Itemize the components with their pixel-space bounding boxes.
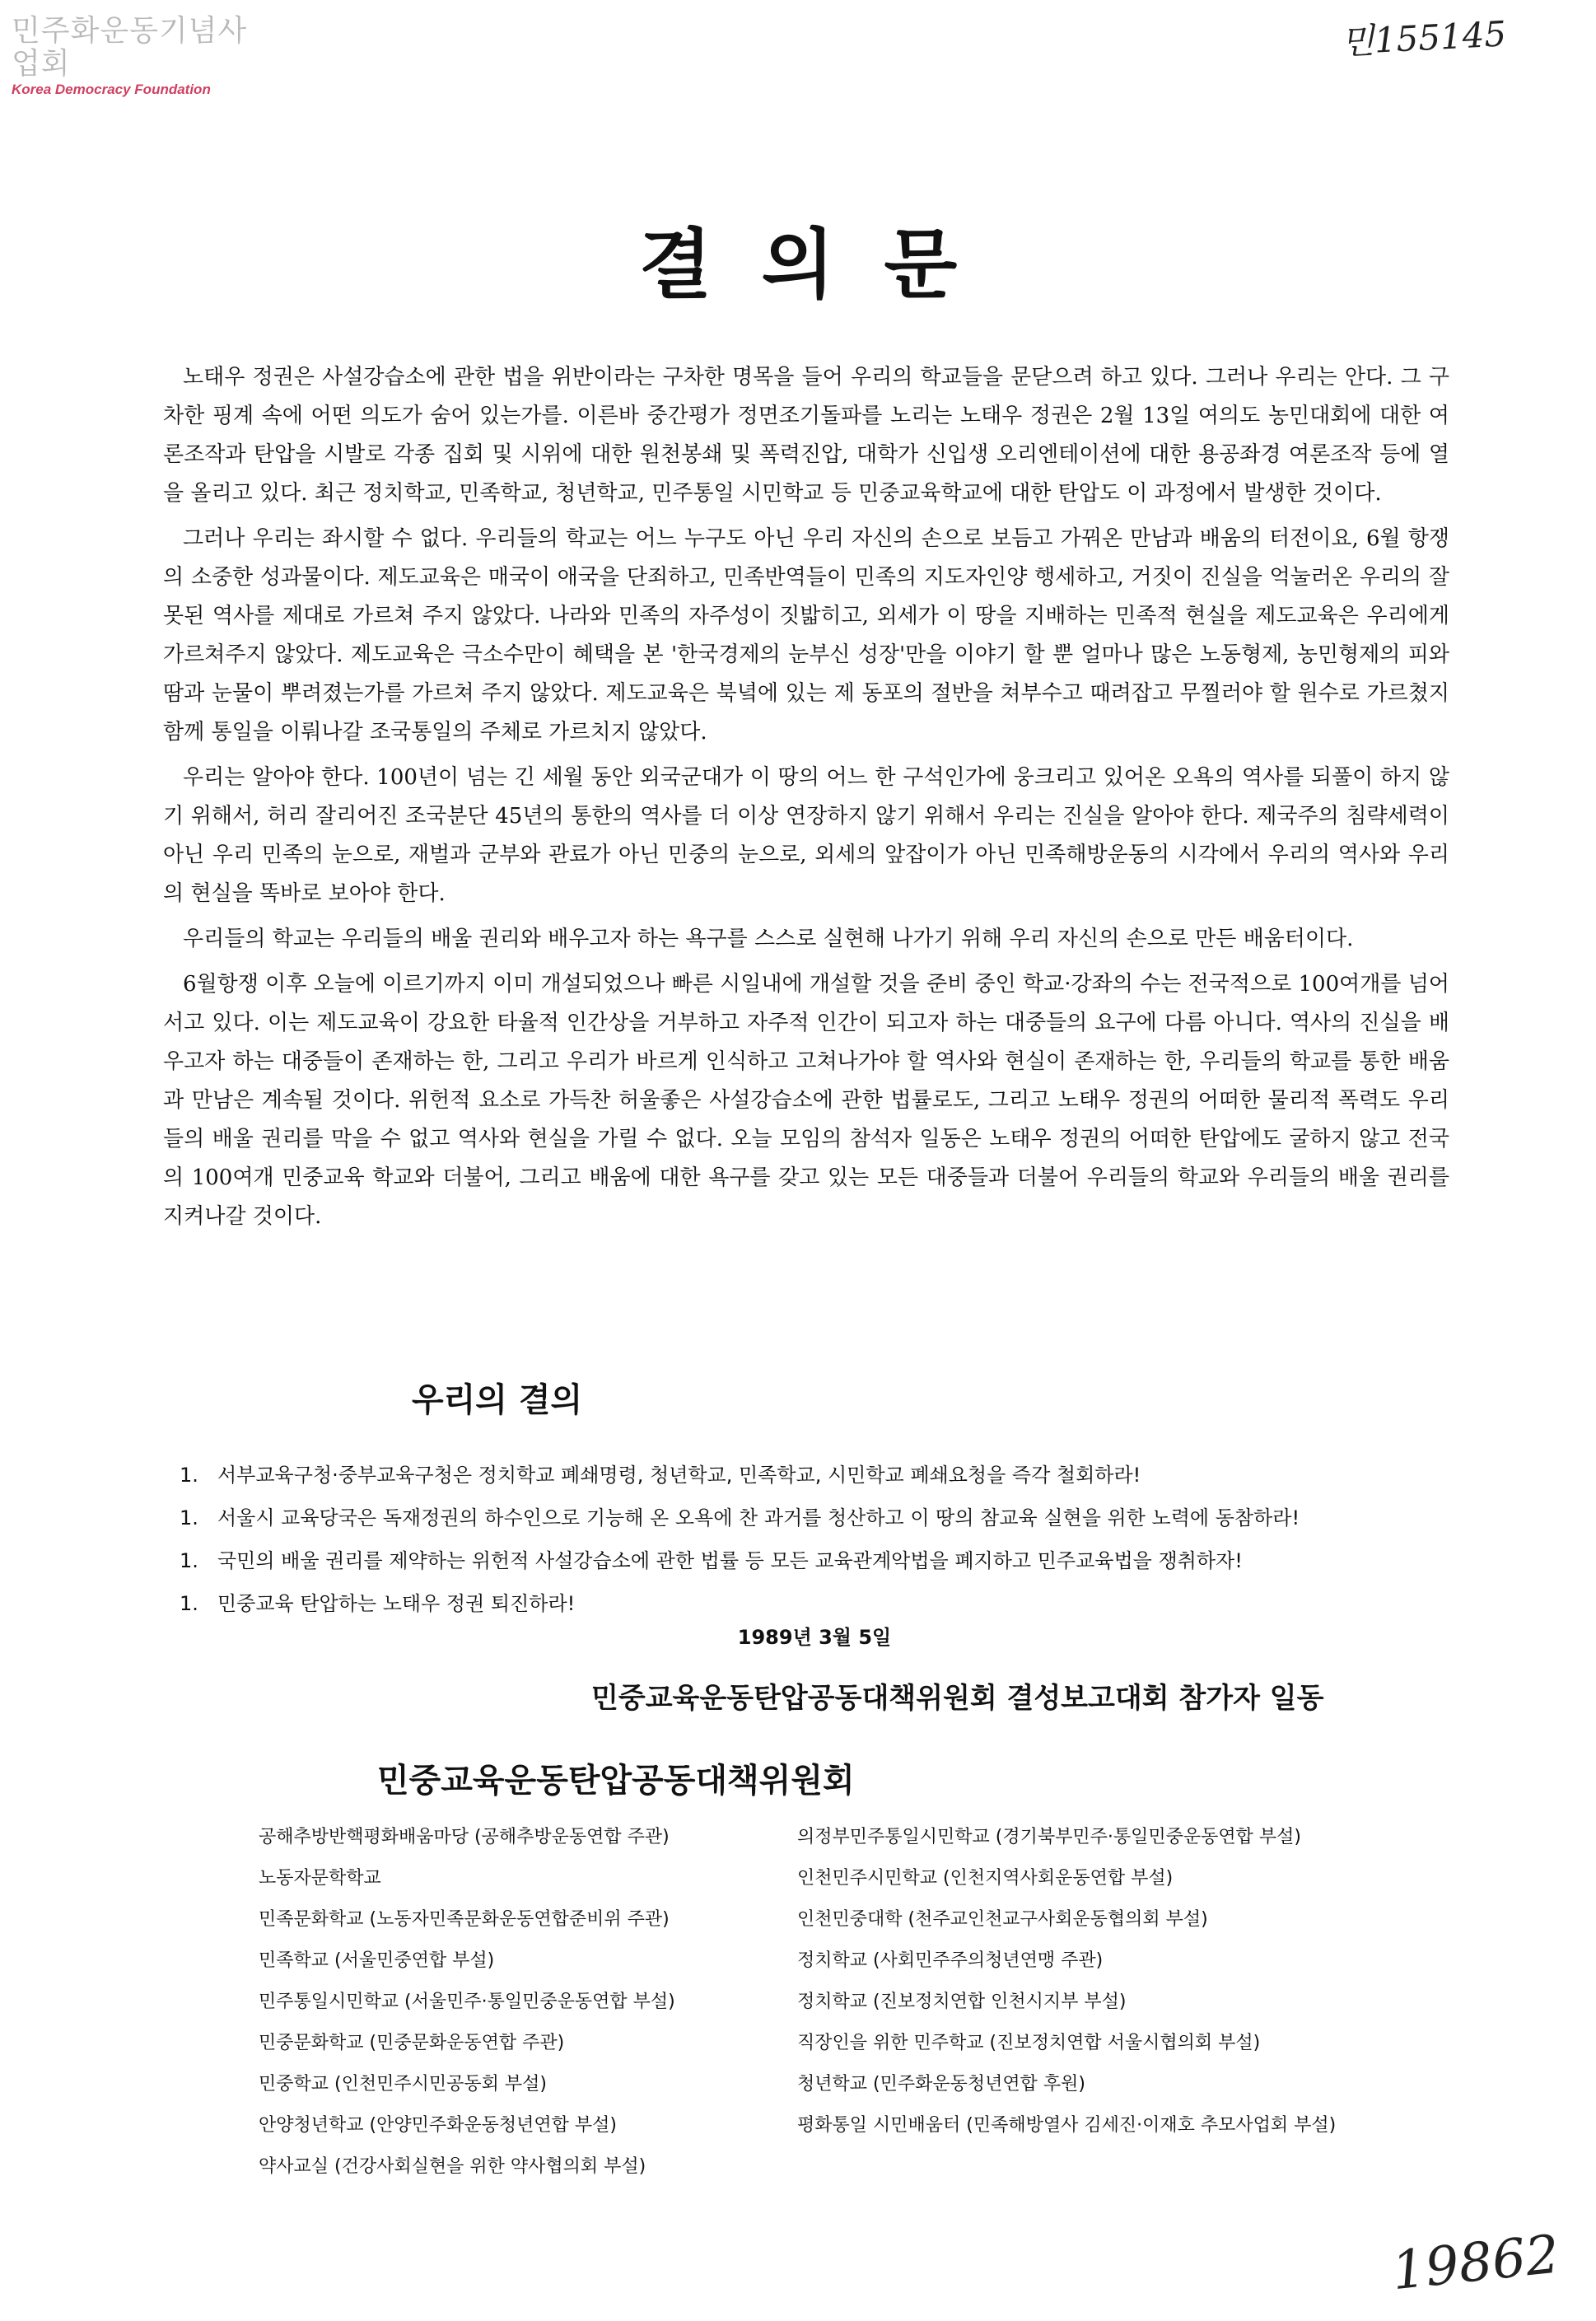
body-paragraph: 노태우 정권은 사설강습소에 관한 법을 위반이라는 구차한 명목을 들어 우리의 학교들을 문닫으려 하고 있다. 그러나 우리는 안다. 그 구차한 핑계 속에 어떤 의도가 숨어 있는가를. 이른바 중간평가 정면조기돌파를 노리는 노태우 정권은 2월 13일 여의도 농민대회에 대한 여론조작과 탄압을 시발로 각종 집회 및 시위에 대한 원천봉쇄 및 폭력진압, 대학가 신입생 오리엔테이션에 대한 용공좌경 여론조작 등에 열을 올리고 있다. 최근 정치학교, 민족학교, 청년학교, 민주통일 시민학교 등 민중교육학교에 대한 탄압도 이 과정에서 발생한 것이다.	[163, 365, 1449, 506]
resolution-number: 1.	[180, 1506, 198, 1529]
resolution-list	[180, 1454, 1464, 1625]
document-date: 1989년 3월 5일	[737, 1626, 892, 1649]
body-paragraph: 우리는 알아야 한다. 100년이 넘는 긴 세월 동안 외국군대가 이 땅의 어느 한 구석인가에 웅크리고 있어온 오욕의 역사를 되풀이 하지 않기 위해서, 허리 잘리어진 조국분단 45년의 통한의 역사를 더 이상 연장하지 않기 위해서 우리는 진실을 알아야 한다. 제국주의 침략세력이 아닌 우리 민족의 눈으로, 재벌과 군부와 관료가 아닌 민중의 눈으로, 외세의 앞잡이가 아닌 민족해방운동의 시각에서 우리의 역사와 우리의 현실을 똑바로 보아야 한다.	[163, 765, 1449, 906]
member-organization: 민중문화학교 (민중문화운동연합 주관)	[259, 2033, 565, 2053]
member-organization: 인천민주시민학교 (인천지역사회운동연합 부설)	[797, 1868, 1174, 1889]
resolution-item	[180, 1497, 1464, 1539]
body-paragraph: 우리들의 학교는 우리들의 배울 권리와 배우고자 하는 욕구를 스스로 실현해 나가기 위해 우리 자신의 손으로 만든 배움터이다.	[183, 927, 1354, 951]
body-paragraph: 그러나 우리는 좌시할 수 없다. 우리들의 학교는 어느 누구도 아닌 우리 자신의 손으로 보듬고 가꿔온 만남과 배움의 터전이요, 6월 항쟁의 소중한 성과물이다. 제도교육은 매국이 애국을 단죄하고, 민족반역들이 민족의 지도자인양 행세하고, 거짓이 진실을 억눌러온 우리의 잘못된 역사를 제대로 가르쳐 주지 않았다. 나라와 민족의 자주성이 짓밟히고, 외세가 이 땅을 지배하는 민족적 현실을 제도교육은 우리에게 가르쳐주지 않았다. 제도교육은 극소수만이 혜택을 본 '한국경제의 눈부신 성장'만을 이야기 할 뿐 얼마나 많은 노동형제, 농민형제의 피와 땀과 눈물이 뿌려졌는가를 가르쳐 주지 않았다. 제도교육은 북녘에 있는 제 동포의 절반을 쳐부수고 때려잡고 무찔러야 할 원수로 가르쳤지 함께 통일을 이뤄나갈 조국통일의 주체로 가르치지 않았다.	[163, 526, 1449, 745]
member-organization: 평화통일 시민배움터 (민족해방열사 김세진·이재호 추모사업회 부설)	[797, 2115, 1337, 2136]
member-organization: 직장인을 위한 민주학교 (진보정치연합 서울시협의회 부설)	[797, 2033, 1261, 2053]
resolution-text: 민중교육 탄압하는 노태우 정권 퇴진하라!	[217, 1592, 576, 1615]
resolution-number: 1.	[180, 1464, 198, 1487]
resolution-number: 1.	[180, 1592, 198, 1615]
body-paragraph: 6월항쟁 이후 오늘에 이르기까지 이미 개설되었으나 빠른 시일내에 개설할 것을 준비 중인 학교·강좌의 수는 전국적으로 100여개를 넘어서고 있다. 이는 제도교육이 강요한 타율적 인간상을 거부하고 자주적 인간이 되고자 하는 대중들의 요구에 다름 아니다. 역사의 진실을 배우고자 하는 대중들이 존재하는 한, 그리고 우리가 바르게 인식하고 고쳐나가야 할 역사와 현실이 존재하는 한, 우리들의 학교를 통한 배움과 만남은 계속될 것이다. 위헌적 요소로 가득찬 허울좋은 사설강습소에 관한 법률로도, 그리고 노태우 정권의 어떠한 물리적 폭력도 우리들의 배울 권리를 막을 수 없고 역사와 현실을 가릴 수 없다. 오늘 모임의 참석자 일동은 노태우 정권의 어떠한 탄압에도 굴하지 않고 전국의 100여개 민중교육 학교와 더불어, 그리고 배움에 대한 욕구를 갖고 있는 모든 대중들과 더불어 우리들의 학교와 우리들의 배울 권리를 지켜나갈 것이다.	[163, 972, 1449, 1229]
resolution-text: 국민의 배울 권리를 제약하는 위헌적 사설강습소에 관한 법률 등 모든 교육관계악법을 폐지하고 민주교육법을 쟁취하자!	[217, 1549, 1243, 1572]
member-organization: 민족학교 (서울민중연합 부설)	[259, 1950, 495, 1971]
resolution-heading: 우리의 결의	[412, 1381, 583, 1419]
resolution-item	[180, 1582, 1464, 1625]
member-organization: 민족문화학교 (노동자민족문화운동연합준비위 주관)	[259, 1909, 670, 1930]
member-organization: 정치학교 (사회민주주의청년연맹 주관)	[797, 1950, 1104, 1971]
logo-korean-text: 민주화운동기념사업회	[12, 14, 248, 81]
member-column-left	[259, 1817, 786, 2188]
member-column-right	[797, 1817, 1494, 2146]
handwritten-document-code: 민155145	[1340, 13, 1508, 63]
resolution-item	[180, 1539, 1464, 1582]
handwritten-page-number: 19862	[1388, 2224, 1562, 2303]
resolution-number: 1.	[180, 1549, 198, 1572]
logo-english-text: Korea Democracy Foundation	[12, 82, 211, 97]
member-organization: 정치학교 (진보정치연합 인천시지부 부설)	[797, 1992, 1127, 2012]
member-organization: 노동자문학학교	[259, 1868, 381, 1889]
committee-name: 민중교육운동탄압공동대책위원회	[377, 1762, 855, 1800]
resolution-body	[163, 358, 1449, 1243]
member-organization: 의정부민주통일시민학교 (경기북부민주·통일민중운동연합 부설)	[797, 1827, 1301, 1847]
member-organization: 안양청년학교 (안양민주화운동청년연합 부설)	[259, 2115, 617, 2136]
member-organization: 민중학교 (인천민주시민공동회 부설)	[259, 2074, 547, 2095]
member-organization: 인천민중대학 (천주교인천교구사회운동협의회 부설)	[797, 1909, 1208, 1930]
resolution-text: 서부교육구청·중부교육구청은 정치학교 폐쇄명령, 청년학교, 민족학교, 시민학교 폐쇄요청을 즉각 철회하라!	[217, 1464, 1141, 1487]
resolution-item	[180, 1454, 1464, 1497]
member-organization: 공해추방반핵평화배움마당 (공해추방운동연합 주관)	[259, 1827, 670, 1847]
foundation-logo	[12, 15, 275, 99]
member-organization: 민주통일시민학교 (서울민주·통일민중운동연합 부설)	[259, 1992, 675, 2012]
page-title: 결의문	[638, 220, 1007, 309]
member-organization: 약사교실 (건강사회실현을 위한 약사협의회 부설)	[259, 2156, 646, 2177]
member-organization: 청년학교 (민주화운동청년연합 후원)	[797, 2074, 1085, 2095]
resolution-text: 서울시 교육당국은 독재정권의 하수인으로 기능해 온 오욕에 찬 과거를 청산하고 이 땅의 참교육 실현을 위한 노력에 동참하라!	[217, 1506, 1300, 1529]
signatory-line: 민중교육운동탄압공동대책위원회 결성보고대회 참가자 일동	[591, 1682, 1324, 1715]
